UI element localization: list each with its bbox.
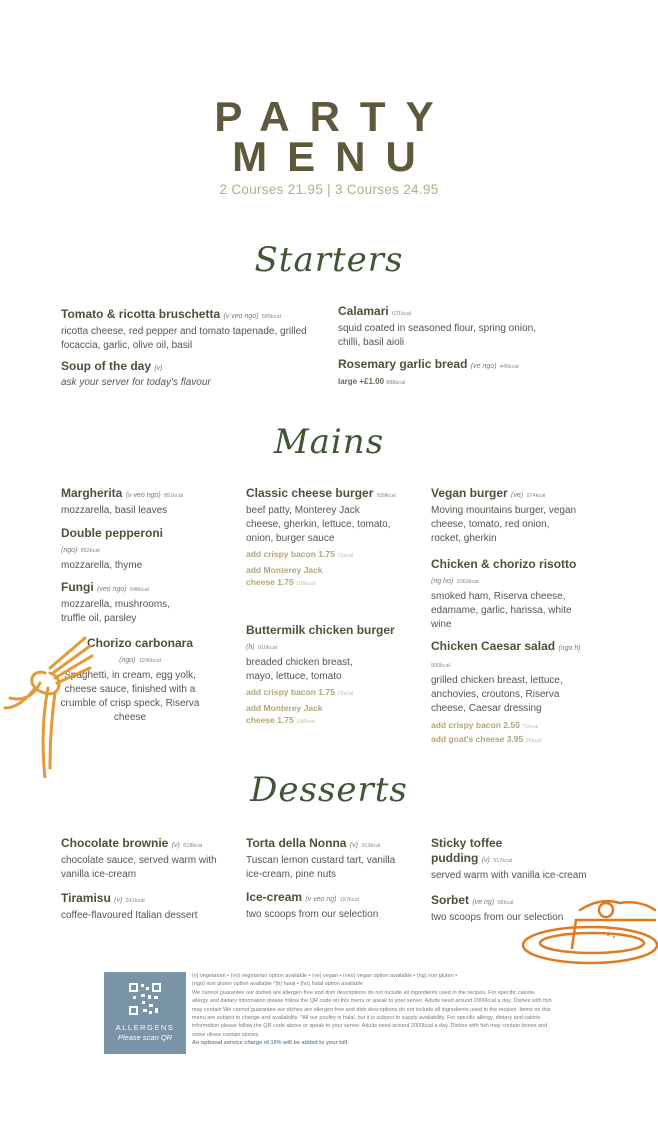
menu-title-line1: PARTY <box>214 93 454 140</box>
dish-name: Classic cheese burger <box>246 486 374 500</box>
desserts-heading: Desserts <box>250 770 408 810</box>
addon-kcal: 71kcal <box>337 553 354 559</box>
dish-kcal: 888kcal <box>386 380 406 386</box>
allergen-disclaimer: We cannot guarantee our dishes are allergen free and dish descriptions do not include all ingredients used in the recipes. For specific calorie, allergy and dietary information please follow the QR code on this menu or speak to your server. Adults need around 2000kcal a day. Dishes with fish may contain We cannot guarantee our dishes are allergen free and dish descriptions do not include all ingredients used in the recipes. Items on this menu are subject to change and availability. *All our poultry is halal, but it is subject to supply availability. For specific allergy, dietary and calorie information please follow the QR code above or speak to your server. Adults need around 2000kcal a day. Dishes with fish may contain bones and some olives contain stones. <box>192 989 552 1038</box>
dish-desc: squid coated in seasoned flour, spring onion, chilli, basil aioli <box>338 323 536 348</box>
dish-desc: large +£1.00 <box>338 377 385 386</box>
dish-tag: (ve ng) <box>472 899 495 906</box>
dish-tag: (v veo ng) <box>305 896 337 903</box>
dish-tag: (veo ngo) <box>97 586 127 593</box>
dish-tag: (h) <box>246 644 255 651</box>
addon: add Monterey Jack cheese 1.75 <box>246 703 323 725</box>
dish-kcal: 517kcal <box>493 858 513 864</box>
main-margherita <box>61 486 221 518</box>
addon: add goat's cheese 3.95 <box>431 734 524 744</box>
dish-name: Ice-cream <box>246 890 303 904</box>
dish-desc: coffee-flavoured Italian dessert <box>61 910 198 921</box>
dish-desc: Moving mountains burger, vegan cheese, tomato, red onion, rocket, gherkin <box>431 505 577 544</box>
dish-tag: (v) <box>114 897 123 904</box>
starter-garlic-bread <box>338 357 588 390</box>
dish-tag: (ve) <box>511 492 524 499</box>
dish-kcal: 445kcal <box>499 364 519 370</box>
dish-desc: Tuscan lemon custard tart, vanilla ice-cream, pine nuts <box>246 855 396 880</box>
addon-kcal: 106kcal <box>296 719 316 725</box>
dish-desc: served warm with vanilla ice-cream <box>431 870 587 881</box>
dish-kcal: 621kcal <box>392 311 412 317</box>
dish-kcal: 939kcal <box>376 493 396 499</box>
fork-spaghetti-illustration <box>0 628 100 778</box>
dish-name: Tiramisu <box>61 891 111 905</box>
dish-kcal: 946kcal <box>129 587 149 593</box>
addon-kcal: 71kcal <box>522 724 539 730</box>
dish-desc: mozzarella, basil leaves <box>61 505 168 516</box>
dish-desc: ask your server for today's flavour <box>61 377 211 388</box>
dish-kcal: 916kcal <box>257 645 277 651</box>
dish-name: Margherita <box>61 486 123 500</box>
dish-name: Calamari <box>338 304 389 318</box>
addon-kcal: 106kcal <box>296 581 316 587</box>
dish-name: Torta della Nonna <box>246 836 347 850</box>
dish-tag: (ngo) <box>119 657 136 664</box>
dish-tag: (v veo ngo) <box>125 492 161 499</box>
allergens-sub: Please scan QR <box>117 1033 173 1042</box>
menu-title-line2: MENU <box>232 133 436 180</box>
dish-desc: grilled chicken breast, lettuce, anchovies, croutons, Riserva cheese, Caesar dressing <box>431 675 563 714</box>
qr-code-icon[interactable] <box>128 982 162 1016</box>
dish-desc: chocolate sauce, served warm with vanilla ice-cream <box>61 855 217 880</box>
addon: add Monterey Jack cheese 1.75 <box>246 565 323 587</box>
main-buttermilk-chicken-burger <box>246 623 396 728</box>
dish-tag: (ng ho) <box>431 578 454 585</box>
dish-kcal: 341kcal <box>125 898 145 904</box>
dish-kcal: 974kcal <box>526 493 546 499</box>
dish-name: Fungi <box>61 580 94 594</box>
allergens-qr-panel[interactable] <box>104 972 186 1054</box>
diet-legend: (v) vegetarian • (vo) vegetarian option available • (ve) vegan • (veo) vegan option available • (ng) non gluten • <box>192 973 458 979</box>
dish-desc: ricotta cheese, red pepper and tomato tapenade, grilled focaccia, garlic, olive oil, basil <box>61 326 307 351</box>
dish-kcal: 313kcal <box>361 843 381 849</box>
dish-kcal: 618kcal <box>183 843 203 849</box>
service-charge-note: An optional service charge of 10% will be added to your bill. <box>192 1040 349 1047</box>
dish-name: Chocolate brownie <box>61 836 169 850</box>
dish-name: Sorbet <box>431 893 470 907</box>
dish-name: Sticky toffee pudding <box>431 836 503 865</box>
dish-tag: (v) <box>481 857 490 864</box>
dish-desc: beef patty, Monterey Jack cheese, gherkin, lettuce, tomato, onion, burger sauce <box>246 505 391 544</box>
main-chicken-chorizo-risotto <box>431 557 581 632</box>
dessert-chocolate-brownie <box>61 836 236 882</box>
dish-name: Vegan burger <box>431 486 508 500</box>
dish-name: Tomato & ricotta bruschetta <box>61 307 221 321</box>
dish-name: Soup of the day <box>61 359 151 373</box>
dish-kcal: 58kcal <box>497 900 514 906</box>
course-pricing: 2 Courses 21.95 | 3 Courses 24.95 <box>219 182 439 197</box>
dish-tag: (ve ngo) <box>470 363 497 370</box>
main-double-pepperoni <box>61 526 171 573</box>
starter-soup <box>61 359 311 390</box>
dish-desc: smoked ham, Riserva cheese, edamame, garlic, harissa, white wine <box>431 591 572 630</box>
addon: add crispy bacon 1.75 <box>246 549 335 559</box>
dessert-torta-della-nonna <box>246 836 406 882</box>
dish-name: Double pepperoni <box>61 526 163 540</box>
starter-bruschetta <box>61 307 311 353</box>
main-vegan-burger <box>431 486 581 546</box>
starters-heading: Starters <box>254 240 404 280</box>
dessert-ice-cream <box>246 890 416 922</box>
dish-kcal: 157kcal <box>339 897 359 903</box>
dish-name: Chicken Caesar salad <box>431 639 556 653</box>
dish-tag: (v) <box>171 842 180 849</box>
main-fungi <box>61 580 191 626</box>
mains-heading: Mains <box>273 422 385 462</box>
dish-kcal: 1296kcal <box>138 658 161 664</box>
dish-tag: (ngo h) <box>558 645 581 652</box>
dish-kcal: 585kcal <box>261 314 281 320</box>
dessert-tiramisu <box>61 891 236 923</box>
dish-name: Rosemary garlic bread <box>338 357 468 371</box>
dish-kcal: 852kcal <box>80 548 100 554</box>
main-classic-cheese-burger <box>246 486 396 590</box>
dish-desc: mozzarella, thyme <box>61 560 143 571</box>
dish-tag: (v) <box>349 842 358 849</box>
allergen-footnote <box>192 972 552 1048</box>
dish-desc: mozzarella, mushrooms, truffle oil, parsley <box>61 599 170 624</box>
dish-kcal: 995kcal <box>431 663 450 669</box>
dish-desc: two scoops from our selection <box>246 909 379 920</box>
addon: add crispy bacon 1.75 <box>246 687 335 697</box>
dish-tag: (v) <box>154 365 163 372</box>
dessert-sticky-toffee-pudding <box>431 836 591 883</box>
dish-name: Chorizo carbonara <box>86 636 194 650</box>
addon-kcal: 71kcal <box>337 691 354 697</box>
dish-kcal: 851kcal <box>164 493 184 499</box>
dish-desc: Spaghetti, in cream, egg yolk, cheese sauce, finished with a crumble of crisp speck, Riserva cheese <box>60 670 200 723</box>
dish-name: Chicken & chorizo risotto <box>431 557 577 571</box>
diet-legend-2: (ngo) non gluten option available *(h) halal • (ho) halal option available <box>192 981 364 988</box>
addon: add crispy bacon 2.50 <box>431 720 520 730</box>
dish-kcal: 1062kcal <box>456 579 479 585</box>
dish-name: Buttermilk chicken burger <box>246 623 395 637</box>
dish-tag: (v veo ngo) <box>223 313 259 320</box>
dish-desc: breaded chicken breast, mayo, lettuce, tomato <box>246 657 353 682</box>
dish-tag: (ngo) <box>61 547 78 554</box>
dish-desc: two scoops from our selection <box>431 912 564 923</box>
pie-slice-illustration <box>520 895 658 970</box>
allergens-label: ALLERGENS <box>115 1023 175 1032</box>
addon-kcal: 36kcal <box>525 738 542 744</box>
main-chicken-caesar-salad <box>431 639 581 747</box>
starter-calamari <box>338 304 558 350</box>
